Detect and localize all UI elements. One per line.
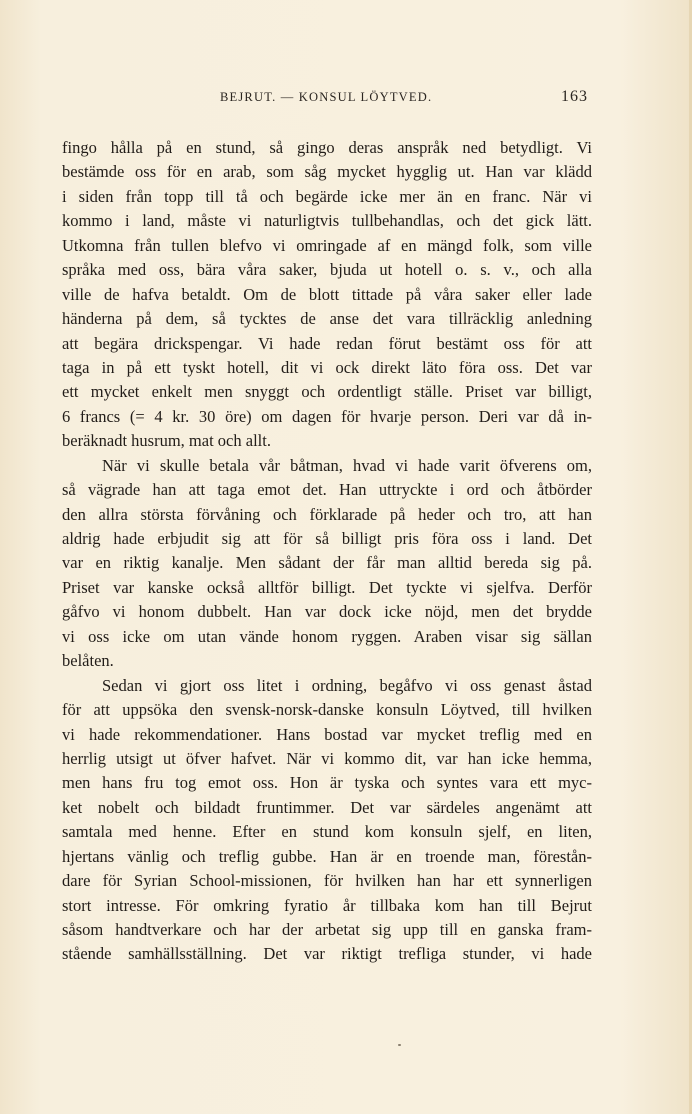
text-line: händerna på dem, så tycktes de anse det vara tillräcklig anledning [62,309,592,329]
text-line: var en riktig kanalje. Men sådant der får man alltid bereda sig på. [62,553,592,573]
text-line: vi oss icke om utan vände honom ryggen. Araben visar sig sällan [62,626,592,646]
text-line: dare för Syrian School-missionen, för hvilken han har ett synnerligen [62,871,592,891]
text-line: ville de hafva betaldt. Om de blott tittade på våra saker eller lade [62,284,592,304]
paper-speck [398,1044,401,1046]
text-line: stort intresse. För omkring fyratio år tillbaka kom han till Bejrut [62,895,592,915]
text-line: vi hade rekommendationer. Hans bostad var mycket treflig med en [62,724,592,744]
text-line: Priset var kanske också alltför billigt. Det tyckte vi sjelfva. Derför [62,577,592,597]
text-line: 6 francs (= 4 kr. 30 öre) om dagen för hvarje person. Deri var då in- [62,406,592,426]
text-line: men hans fru tog emot oss. Hon är tyska och syntes vara ett myc- [62,773,592,793]
text-line: Sedan vi gjort oss litet i ordning, begåfvo vi oss genast åstad [102,675,592,695]
text-line: så vägrade han att taga emot det. Han uttryckte i ord och åtbörder [62,480,592,500]
text-line: hjertans vänlig och treflig gubbe. Han är en troende man, förestån- [62,846,592,866]
text-line: att begära drickspengar. Vi hade redan förut bestämt oss för att [62,333,592,353]
body-text [62,136,592,967]
text-line: i siden från topp till tå och begärde icke mer än en franc. När vi [62,186,592,206]
text-line: språka med oss, bära våra saker, bjuda ut hotell o. s. v., och alla [62,260,592,280]
text-line: ett mycket enkelt men snyggt och ordentligt ställe. Priset var billigt, [62,382,592,402]
text-line: den allra största förvåning och förklarade på heder och tro, att han [62,504,592,524]
text-line: kommo i land, måste vi naturligtvis tullbehandlas, och det gick lätt. [62,211,592,231]
text-line: ket nobelt och bildadt fruntimmer. Det var särdeles angenämt att [62,797,592,817]
text-line: stående samhällsställning. Det var riktigt trefliga stunder, vi hade [62,944,592,964]
text-line: för att uppsöka den svensk-norsk-danske konsuln Löytved, till hvilken [62,700,592,720]
running-head [110,88,588,112]
text-line: samtala med henne. Efter en stund kom konsuln sjelf, en liten, [62,822,592,842]
text-line: bestämde oss för en arab, som såg mycket hygglig ut. Han var klädd [62,162,592,182]
text-line: Utkomna från tullen blefvo vi omringade af en mängd folk, som ville [62,235,592,255]
text-line: beräknadt husrum, mat och allt. [62,431,271,451]
text-line: gåfvo vi honom dubbelt. Han var dock icke nöjd, men det brydde [62,602,592,622]
text-line: aldrig hade erbjudit sig att för så billigt pris föra oss i land. Det [62,529,592,548]
text-line: taga in på ett tyskt hotell, dit vi ock direkt läto föra oss. Det var [62,357,592,377]
running-title: BEJRUT. — KONSUL LÖYTVED. [220,90,433,104]
text-line: såsom handtverkare och har der arbetat sig upp till en ganska fram- [62,920,592,939]
text-line: När vi skulle betala vår båtman, hvad vi hade varit öfverens om, [102,455,592,475]
page-number: 163 [561,88,588,105]
text-line: herrlig utsigt ut öfver hafvet. När vi kommo dit, var han icke hemma, [62,748,592,768]
text-line: belåten. [62,651,114,671]
text-line: fingo hålla på en stund, så gingo deras anspråk ned betydligt. Vi [62,138,592,157]
